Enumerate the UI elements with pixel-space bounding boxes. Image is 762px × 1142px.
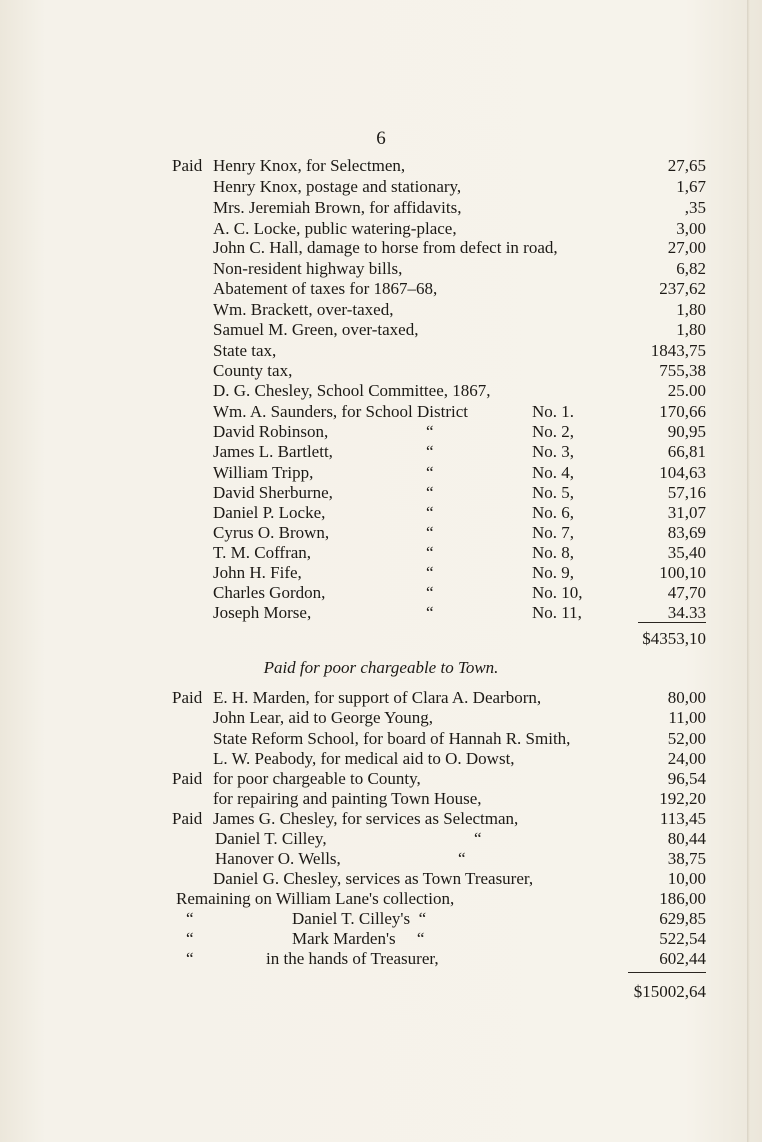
ledger-row — [0, 259, 762, 279]
district-number: No. 9, — [532, 563, 575, 582]
ledger-row — [0, 381, 762, 401]
ledger-row — [0, 749, 762, 769]
entry-amount: 1,67 — [676, 177, 706, 196]
ledger-row — [0, 361, 762, 381]
entry-amount: 1843,75 — [650, 341, 706, 360]
ditto-mark: “ — [426, 583, 434, 602]
section-heading: Paid for poor chargeable to Town. — [263, 658, 499, 677]
entry-text: Mark Marden's “ — [292, 929, 425, 948]
entry-text: in the hands of Treasurer, — [266, 949, 439, 968]
entry-text: David Sherburne, — [213, 483, 333, 502]
entry-amount: 1,80 — [676, 320, 706, 339]
ditto-mark: “ — [426, 523, 434, 542]
entry-text: William Tripp, — [213, 463, 314, 482]
entry-amount: 31,07 — [667, 503, 706, 522]
ledger-row — [0, 279, 762, 299]
entry-text: for repairing and painting Town House, — [213, 789, 482, 808]
ledger-row — [0, 929, 762, 949]
ditto-mark: “ — [426, 422, 434, 441]
ledger-row — [0, 949, 762, 969]
district-row — [0, 422, 762, 442]
entry-amount: 80,44 — [667, 829, 706, 848]
district-row — [0, 563, 762, 583]
ledger-row — [0, 909, 762, 929]
entry-amount: 83,69 — [667, 523, 706, 542]
entry-text: County tax, — [213, 361, 293, 380]
district-number: No. 2, — [532, 422, 575, 441]
district-row — [0, 463, 762, 483]
entry-text: L. W. Peabody, for medical aid to O. Dowst, — [213, 749, 515, 768]
total-rule — [628, 972, 706, 973]
entry-amount: 237,62 — [659, 279, 706, 298]
entry-text: Remaining on William Lane's collection, — [176, 889, 455, 908]
entry-text: Non-resident highway bills, — [213, 259, 403, 278]
entry-text: Henry Knox, for Selectmen, — [213, 156, 406, 175]
ledger-row — [0, 729, 762, 749]
ledger-row — [0, 219, 762, 239]
entry-text: Hanover O. Wells, — [215, 849, 341, 868]
entry-text: James L. Bartlett, — [213, 442, 333, 461]
entry-amount: 96,54 — [667, 769, 706, 788]
ditto-mark: “ — [426, 483, 434, 502]
page-number: 6 — [376, 128, 386, 149]
entry-amount: 104,63 — [659, 463, 706, 482]
ditto-mark: “ — [426, 463, 434, 482]
district-row — [0, 402, 762, 422]
subtotal: $4353,10 — [642, 629, 706, 648]
district-row — [0, 543, 762, 563]
district-number: No. 4, — [532, 463, 575, 482]
entry-text: Wm. Brackett, over-taxed, — [213, 300, 394, 319]
ledger-row — [0, 769, 762, 789]
entry-amount: 27,00 — [667, 238, 706, 257]
entry-amount: 192,20 — [659, 789, 706, 808]
entry-text: David Robinson, — [213, 422, 329, 441]
entry-amount: 186,00 — [659, 889, 706, 908]
ledger-row — [0, 177, 762, 197]
ledger-row — [0, 688, 762, 708]
subtotal-rule — [638, 622, 706, 623]
entry-amount: 629,85 — [659, 909, 706, 928]
entry-amount: 522,54 — [659, 929, 706, 948]
district-number: No. 8, — [532, 543, 575, 562]
entry-amount: 80,00 — [667, 688, 706, 707]
entry-text: John C. Hall, damage to horse from defect in road, — [213, 238, 558, 257]
entry-text: State tax, — [213, 341, 277, 360]
district-row — [0, 503, 762, 523]
ledger-row — [0, 789, 762, 809]
ledger-row — [0, 849, 762, 869]
district-row — [0, 523, 762, 543]
ledger-row — [0, 829, 762, 849]
entry-text: Daniel G. Chesley, services as Town Treasurer, — [213, 869, 534, 888]
entry-amount: 38,75 — [667, 849, 706, 868]
ditto-mark: “ — [186, 909, 194, 928]
district-row — [0, 603, 762, 623]
entry-text: James G. Chesley, for services as Selectman, — [213, 809, 519, 828]
entry-text: A. C. Locke, public watering-place, — [213, 219, 457, 238]
entry-amount: 6,82 — [676, 259, 706, 278]
entry-text: Charles Gordon, — [213, 583, 326, 602]
ledger-row — [0, 238, 762, 258]
entry-text: T. M. Coffran, — [213, 543, 312, 562]
ditto-mark: “ — [426, 543, 434, 562]
ditto-mark: “ — [426, 603, 434, 622]
entry-amount: 27,65 — [667, 156, 706, 175]
entry-text: Wm. A. Saunders, for School District — [213, 402, 468, 421]
entry-amount: 34.33 — [667, 603, 706, 622]
entry-amount: 170,66 — [659, 402, 706, 421]
entry-text: John Lear, aid to George Young, — [213, 708, 433, 727]
ledger-row — [0, 198, 762, 218]
entry-amount: 90,95 — [667, 422, 706, 441]
paid-prefix: Paid — [172, 809, 203, 828]
entry-amount: 24,00 — [667, 749, 706, 768]
grand-total: $15002,64 — [633, 982, 706, 1001]
ledger-row — [0, 156, 762, 176]
ledger-row — [0, 341, 762, 361]
entry-text: D. G. Chesley, School Committee, 1867, — [213, 381, 491, 400]
entry-text: Daniel T. Cilley's “ — [292, 909, 427, 928]
entry-amount: 755,38 — [659, 361, 706, 380]
entry-text: E. H. Marden, for support of Clara A. Dearborn, — [213, 688, 542, 707]
entry-text: Daniel T. Cilley, — [215, 829, 327, 848]
ledger-row — [0, 300, 762, 320]
entry-text: State Reform School, for board of Hannah R. Smith, — [213, 729, 571, 748]
ditto-mark: “ — [458, 849, 466, 868]
entry-text: Mrs. Jeremiah Brown, for affidavits, — [213, 198, 462, 217]
district-number: No. 1. — [532, 402, 575, 421]
district-row — [0, 442, 762, 462]
ditto-mark: “ — [186, 929, 194, 948]
entry-amount: 66,81 — [667, 442, 706, 461]
entry-amount: 602,44 — [659, 949, 706, 968]
entry-amount: 25.00 — [667, 381, 706, 400]
paid-prefix: Paid — [172, 769, 203, 788]
entry-amount: 10,00 — [667, 869, 706, 888]
entry-amount: 1,80 — [676, 300, 706, 319]
entry-amount: ,35 — [684, 198, 706, 217]
paid-prefix: Paid — [172, 156, 203, 175]
ditto-mark: “ — [426, 442, 434, 461]
ditto-mark: “ — [186, 949, 194, 968]
district-row — [0, 483, 762, 503]
ledger-row — [0, 889, 762, 909]
ledger-row — [0, 320, 762, 340]
ditto-mark: “ — [426, 503, 434, 522]
district-row — [0, 583, 762, 603]
ledger-row — [0, 708, 762, 728]
entry-text: Abatement of taxes for 1867–68, — [213, 279, 438, 298]
ledger-row — [0, 809, 762, 829]
entry-text: Joseph Morse, — [213, 603, 312, 622]
district-number: No. 6, — [532, 503, 575, 522]
paid-prefix: Paid — [172, 688, 203, 707]
entry-amount: 3,00 — [676, 219, 706, 238]
entry-text: for poor chargeable to County, — [213, 769, 421, 788]
entry-text: John H. Fife, — [213, 563, 302, 582]
entry-amount: 52,00 — [667, 729, 706, 748]
district-number: No. 7, — [532, 523, 575, 542]
district-number: No. 10, — [532, 583, 583, 602]
district-number: No. 3, — [532, 442, 575, 461]
entry-text: Samuel M. Green, over-taxed, — [213, 320, 419, 339]
entry-text: Cyrus O. Brown, — [213, 523, 330, 542]
district-number: No. 11, — [532, 603, 582, 622]
ledger-row — [0, 869, 762, 889]
district-number: No. 5, — [532, 483, 575, 502]
entry-amount: 11,00 — [668, 708, 706, 727]
entry-amount: 113,45 — [659, 809, 706, 828]
ditto-mark: “ — [474, 829, 482, 848]
entry-amount: 100,10 — [659, 563, 706, 582]
entry-text: Henry Knox, postage and stationary, — [213, 177, 462, 196]
ditto-mark: “ — [426, 563, 434, 582]
entry-amount: 35,40 — [667, 543, 706, 562]
entry-amount: 57,16 — [667, 483, 706, 502]
entry-text: Daniel P. Locke, — [213, 503, 326, 522]
entry-amount: 47,70 — [667, 583, 706, 602]
